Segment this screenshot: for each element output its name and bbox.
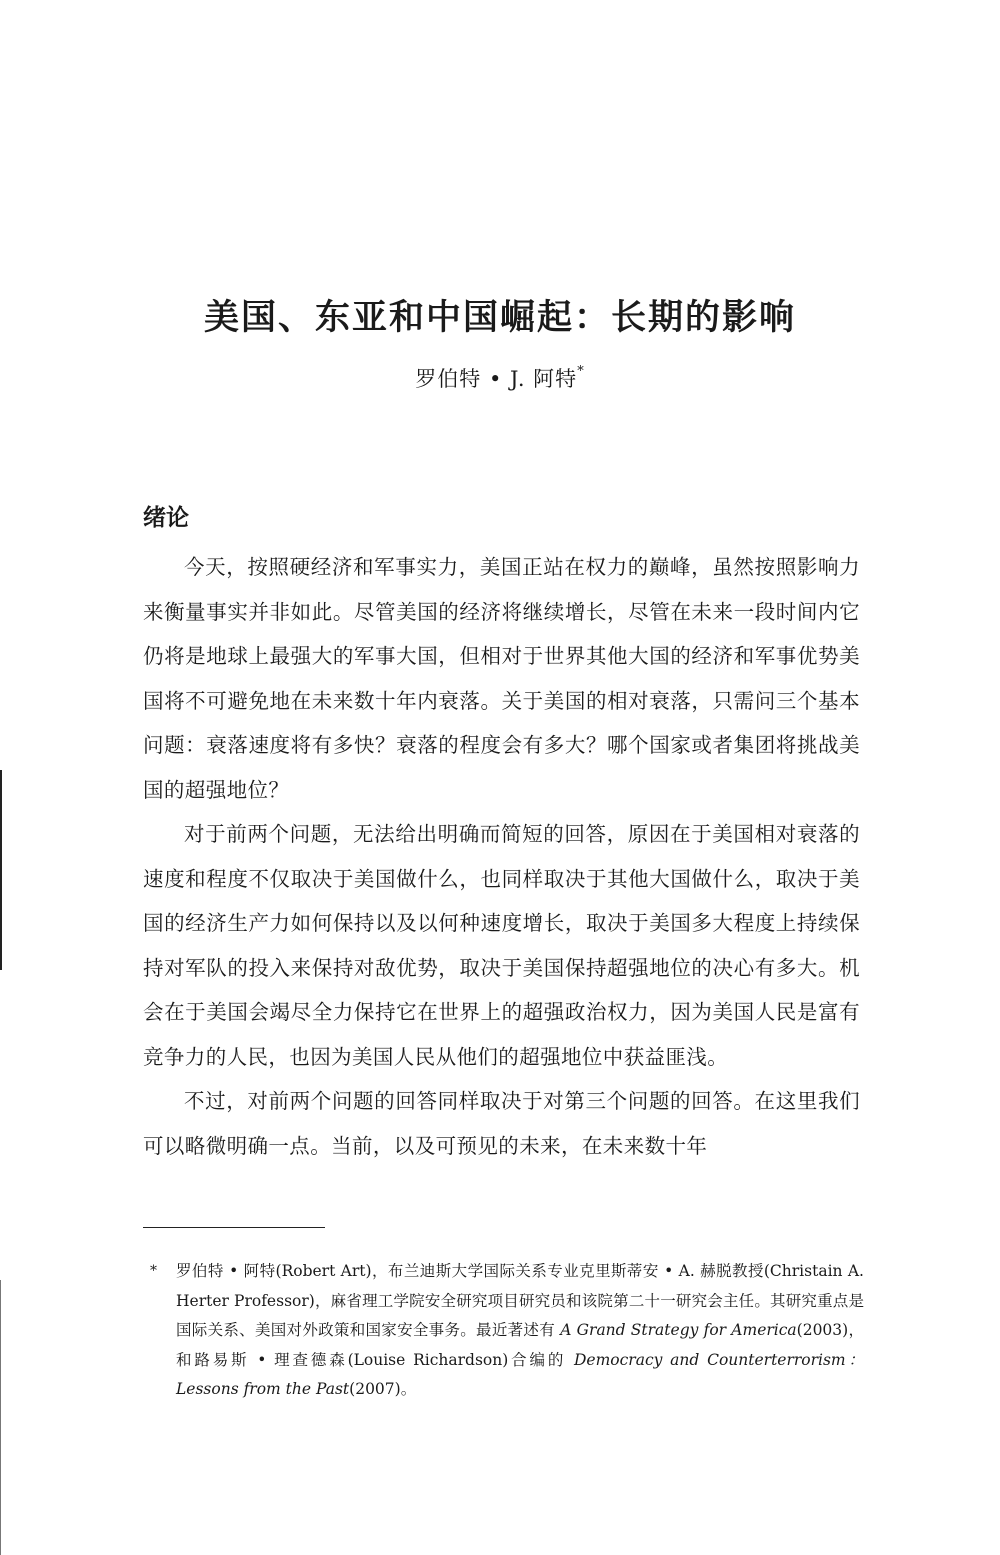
footnote-marker: * [150, 1263, 157, 1279]
paragraph-3: 不过，对前两个问题的回答同样取决于对第三个问题的回答。在这里我们可以略微明确一点。当前，以及可预见的未来，在未来数十年 [143, 1089, 860, 1158]
author-name: 罗伯特 • J. 阿特 [415, 367, 578, 391]
paragraph-1: 今天，按照硬经济和军事实力，美国正站在权力的巅峰，虽然按照影响力来衡量事实并非如此。尽管美国的经济将继续增长，尽管在未来一段时间内它仍将是地球上最强大的军事大国，但相对于世界其他大国的经济和军事优势美国将不可避免地在未来数十年内衰落。关于美国的相对衰落，只需问三个基本问题：衰落速度将有多快？衰落的程度会有多大？哪个国家或者集团将挑战美国的超强地位？ [143, 555, 860, 802]
footnote [150, 1257, 864, 1405]
paragraph-2: 对于前两个问题，无法给出明确而简短的回答，原因在于美国相对衰落的速度和程度不仅取决于美国做什么，也同样取决于其他大国做什么，取决于美国的经济生产力如何保持以及以何种速度增长，取决于美国多大程度上持续保持对军队的投入来保持对敌优势，取决于美国保持超强地位的决心有多大。机会在于美国会竭尽全力保持它在世界上的超强政治权力，因为美国人民是富有竞争力的人民，也因为美国人民从他们的超强地位中获益匪浅。 [143, 822, 860, 1069]
footnote-text-1: 罗伯特 • 阿特(Robert Art)，布兰迪斯大学国际关系专业克里斯蒂安 • A. 赫脱教授(Christain A. Herter Professor)，麻省理工学院安全研究项目研究员和该院第二十一研究会主任。其研究重点是国际关系、美国对外政策和国家安全事务。最近著述有 [176, 1262, 864, 1339]
article-title: 美国、东亚和中国崛起：长期的影响 [203, 297, 796, 338]
body-text [143, 545, 860, 1168]
author-footnote-marker: * [577, 364, 585, 379]
footnote-text-3: (2007)。 [349, 1380, 417, 1398]
footnote-divider [143, 1227, 325, 1228]
footnote-book-title-1: A Grand Strategy for America [560, 1321, 797, 1339]
footnote-book-title-2: Democracy and Counterterrorism：Lessons from the Past [176, 1350, 864, 1398]
footnote-text-2: (2003)，和路易斯 • 理查德森(Louise Richardson)合编的 [176, 1321, 864, 1369]
scan-edge-line-lower [0, 1280, 1, 1555]
scan-edge-line [0, 770, 2, 970]
article-author [140, 362, 860, 396]
section-heading: 绪论 [143, 505, 189, 531]
